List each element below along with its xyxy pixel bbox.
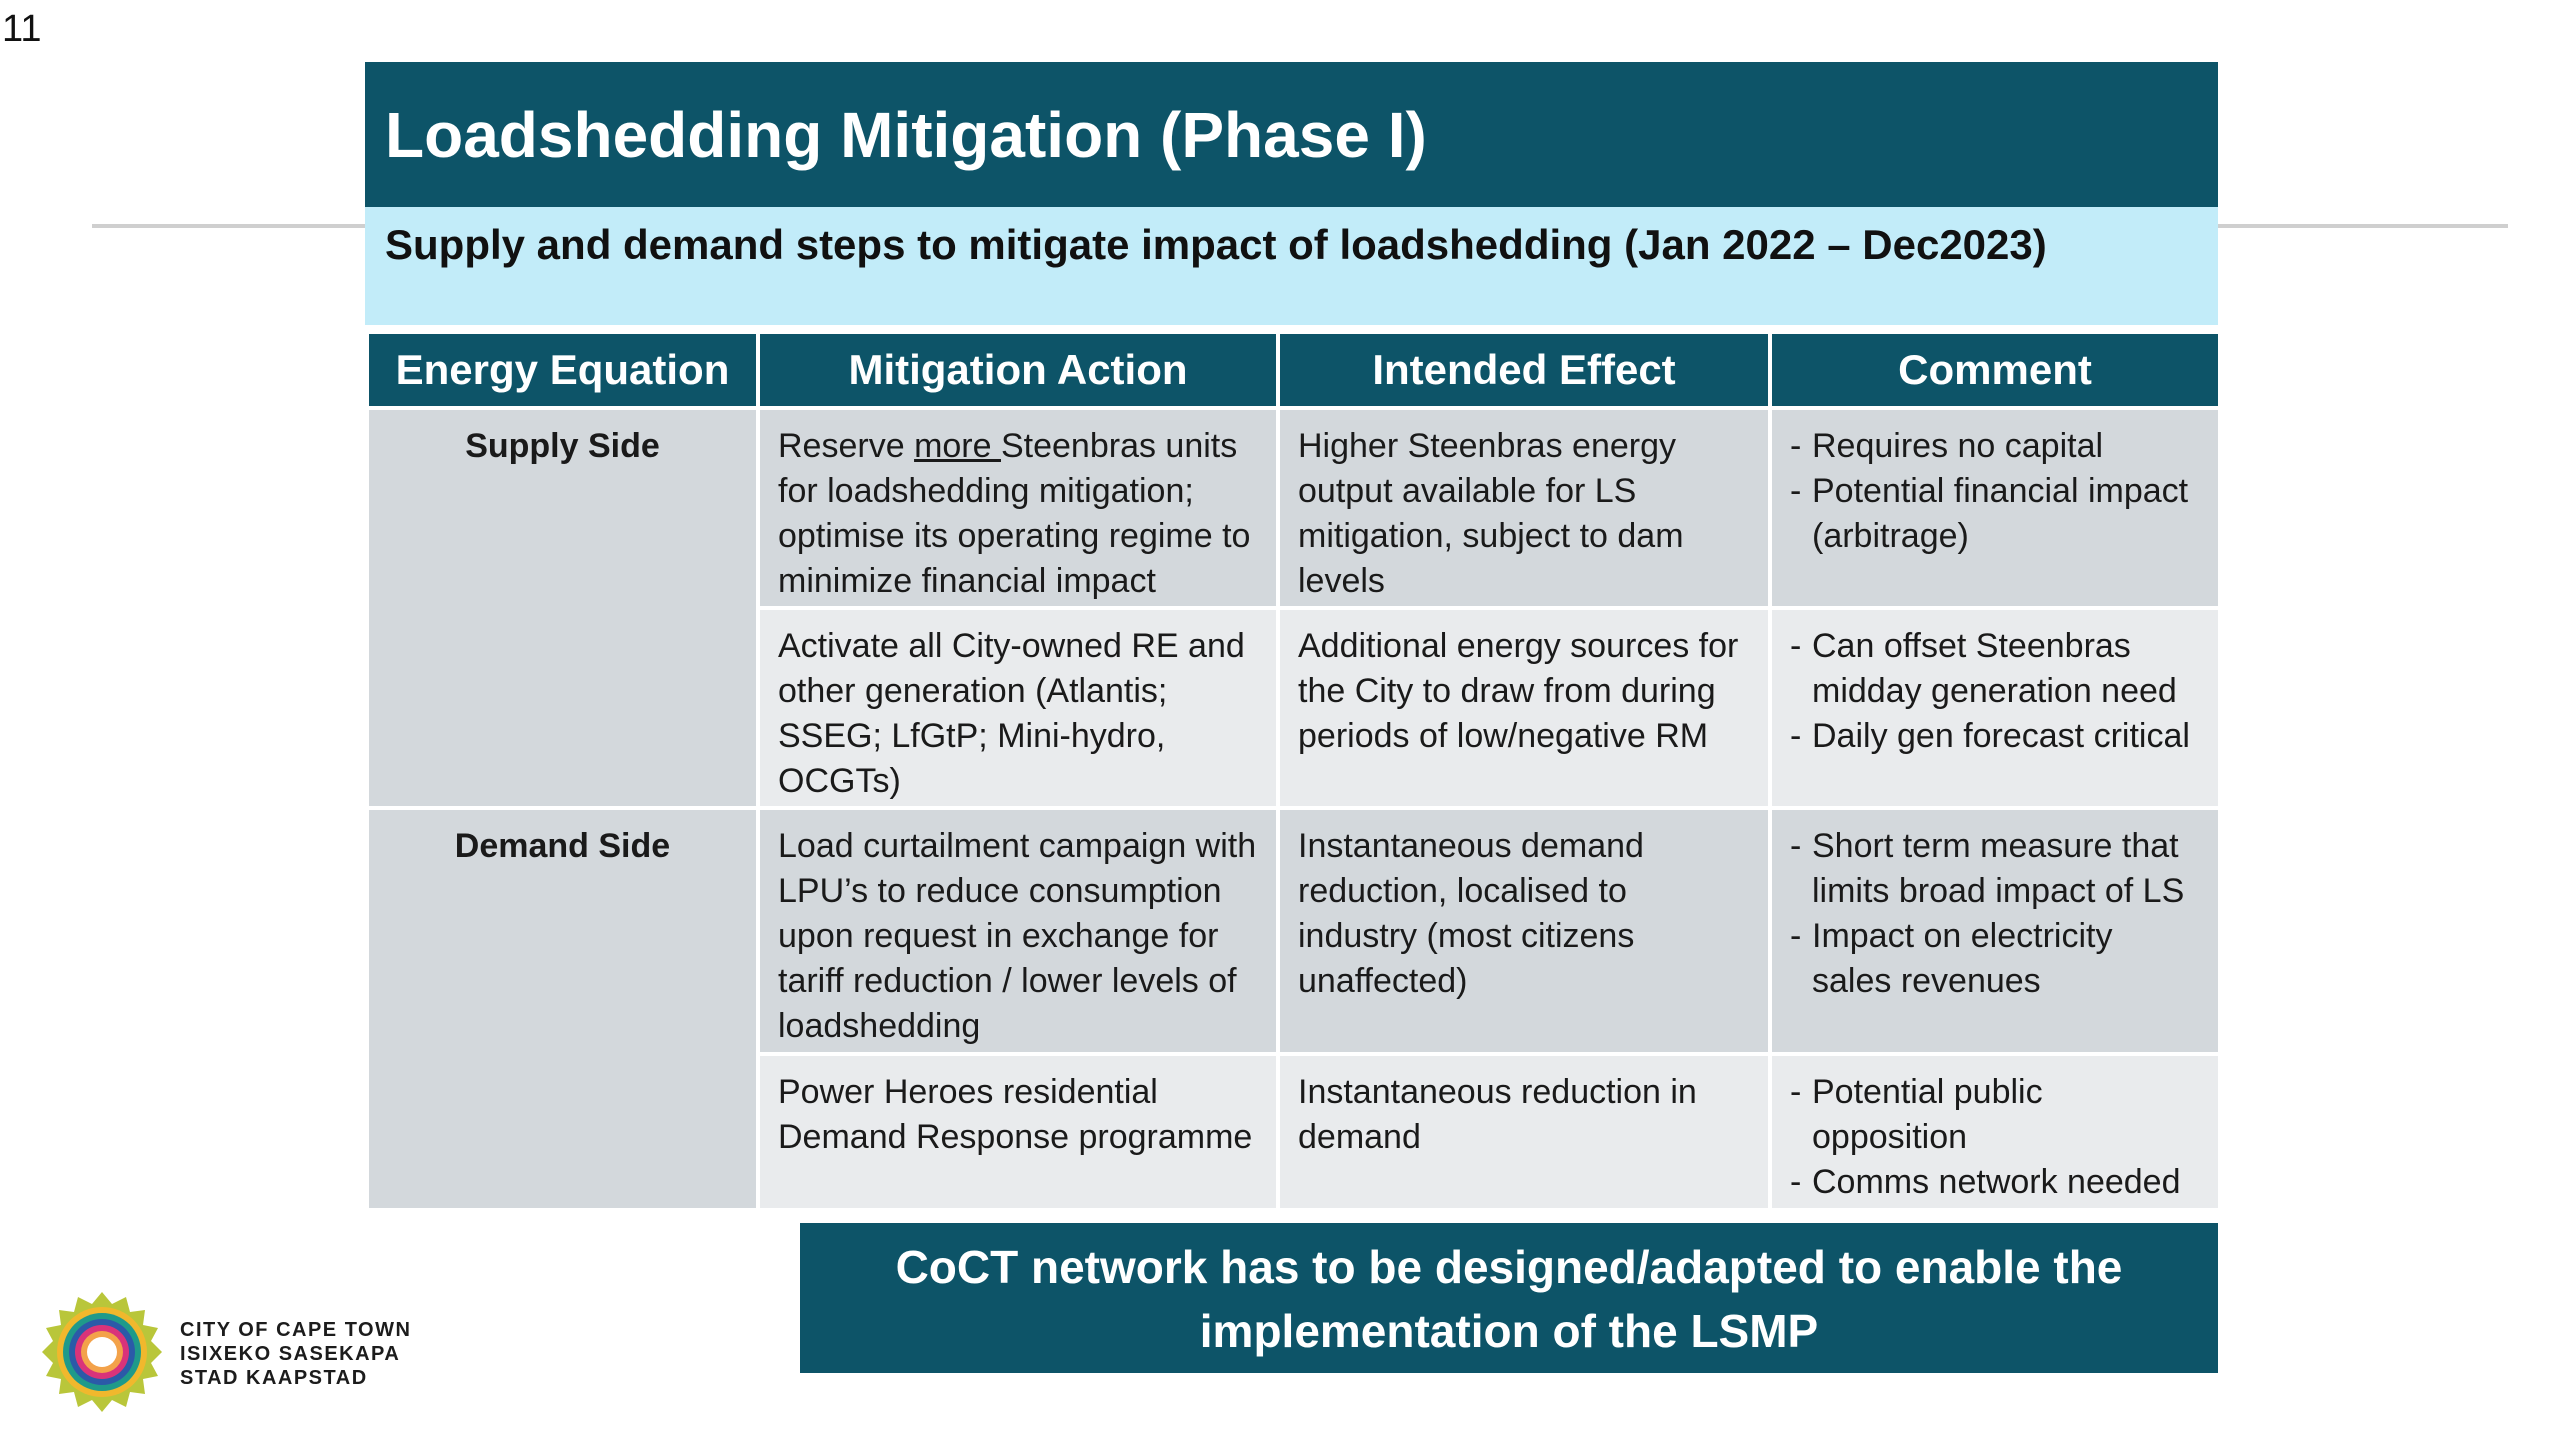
effect-cell: Additional energy sources for the City to draw from during periods of low/negative RM xyxy=(1278,608,1770,808)
city-logo-text xyxy=(180,1318,411,1390)
comment-item: - Impact on electricity sales revenues xyxy=(1790,914,2200,1004)
action-text: Steenbras units for loadshedding mitigation; optimise its operating regime to minimize financial impact xyxy=(778,427,1251,600)
header-energy-equation: Energy Equation xyxy=(367,332,758,408)
comment-item: - Comms network needed xyxy=(1790,1160,2200,1205)
comment-item: - Potential public opposition xyxy=(1790,1070,2200,1160)
header-mitigation-action: Mitigation Action xyxy=(758,332,1278,408)
footer-line-2: implementation of the LSMP xyxy=(1199,1305,1819,1357)
comment-item: - Potential financial impact (arbitrage) xyxy=(1790,469,2200,559)
comment-item: - Can offset Steenbras midday generation need xyxy=(1790,624,2200,714)
logo-line-1: CITY OF CAPE TOWN xyxy=(180,1319,412,1341)
slide-title-bar xyxy=(365,62,2218,207)
header-intended-effect: Intended Effect xyxy=(1278,332,1770,408)
supply-side-label: Supply Side xyxy=(367,408,758,808)
comment-cell xyxy=(1770,808,2220,1054)
divider-right xyxy=(2218,224,2508,228)
action-cell: Load curtailment campaign with LPU’s to reduce consumption upon request in exchange for tariff reduction / lower levels of loadshedding xyxy=(758,808,1278,1054)
logo-line-3: STAD KAAPSTAD xyxy=(180,1367,368,1389)
divider-left xyxy=(92,224,368,228)
action-cell: Activate all City-owned RE and other generation (Atlantis; SSEG; LfGtP; Mini-hydro, OCGTs) xyxy=(758,608,1278,808)
slide-subtitle: Supply and demand steps to mitigate impact of loadshedding (Jan 2022 – Dec2023) xyxy=(385,221,2047,268)
action-cell: Power Heroes residential Demand Response programme xyxy=(758,1054,1278,1210)
table-header-row xyxy=(367,332,2220,408)
page-number: 11 xyxy=(2,8,42,50)
action-cell xyxy=(758,408,1278,608)
comment-item: - Daily gen forecast critical xyxy=(1790,714,2200,759)
comment-item: - Requires no capital xyxy=(1790,424,2200,469)
city-logo-icon xyxy=(40,1290,164,1414)
footer-callout xyxy=(800,1223,2218,1373)
slide-subtitle-bar xyxy=(365,207,2218,325)
header-comment: Comment xyxy=(1770,332,2220,408)
comment-cell xyxy=(1770,1054,2220,1210)
comment-cell xyxy=(1770,408,2220,608)
effect-cell: Instantaneous reduction in demand xyxy=(1278,1054,1770,1210)
demand-side-label: Demand Side xyxy=(367,808,758,1210)
comment-cell xyxy=(1770,608,2220,808)
slide-title: Loadshedding Mitigation (Phase I) xyxy=(385,98,1427,171)
footer-line-1: CoCT network has to be designed/adapted to enable the xyxy=(895,1241,2123,1293)
table-row xyxy=(367,808,2220,1054)
mitigation-table xyxy=(365,330,2222,1212)
action-text: Reserve xyxy=(778,427,915,465)
comment-item: - Short term measure that limits broad impact of LS xyxy=(1790,824,2200,914)
action-underlined-text: more xyxy=(914,427,1001,465)
effect-cell: Higher Steenbras energy output available for LS mitigation, subject to dam levels xyxy=(1278,408,1770,608)
logo-line-2: ISIXEKO SASEKAPA xyxy=(180,1343,401,1365)
table-row xyxy=(367,408,2220,608)
effect-cell: Instantaneous demand reduction, localised to industry (most citizens unaffected) xyxy=(1278,808,1770,1054)
